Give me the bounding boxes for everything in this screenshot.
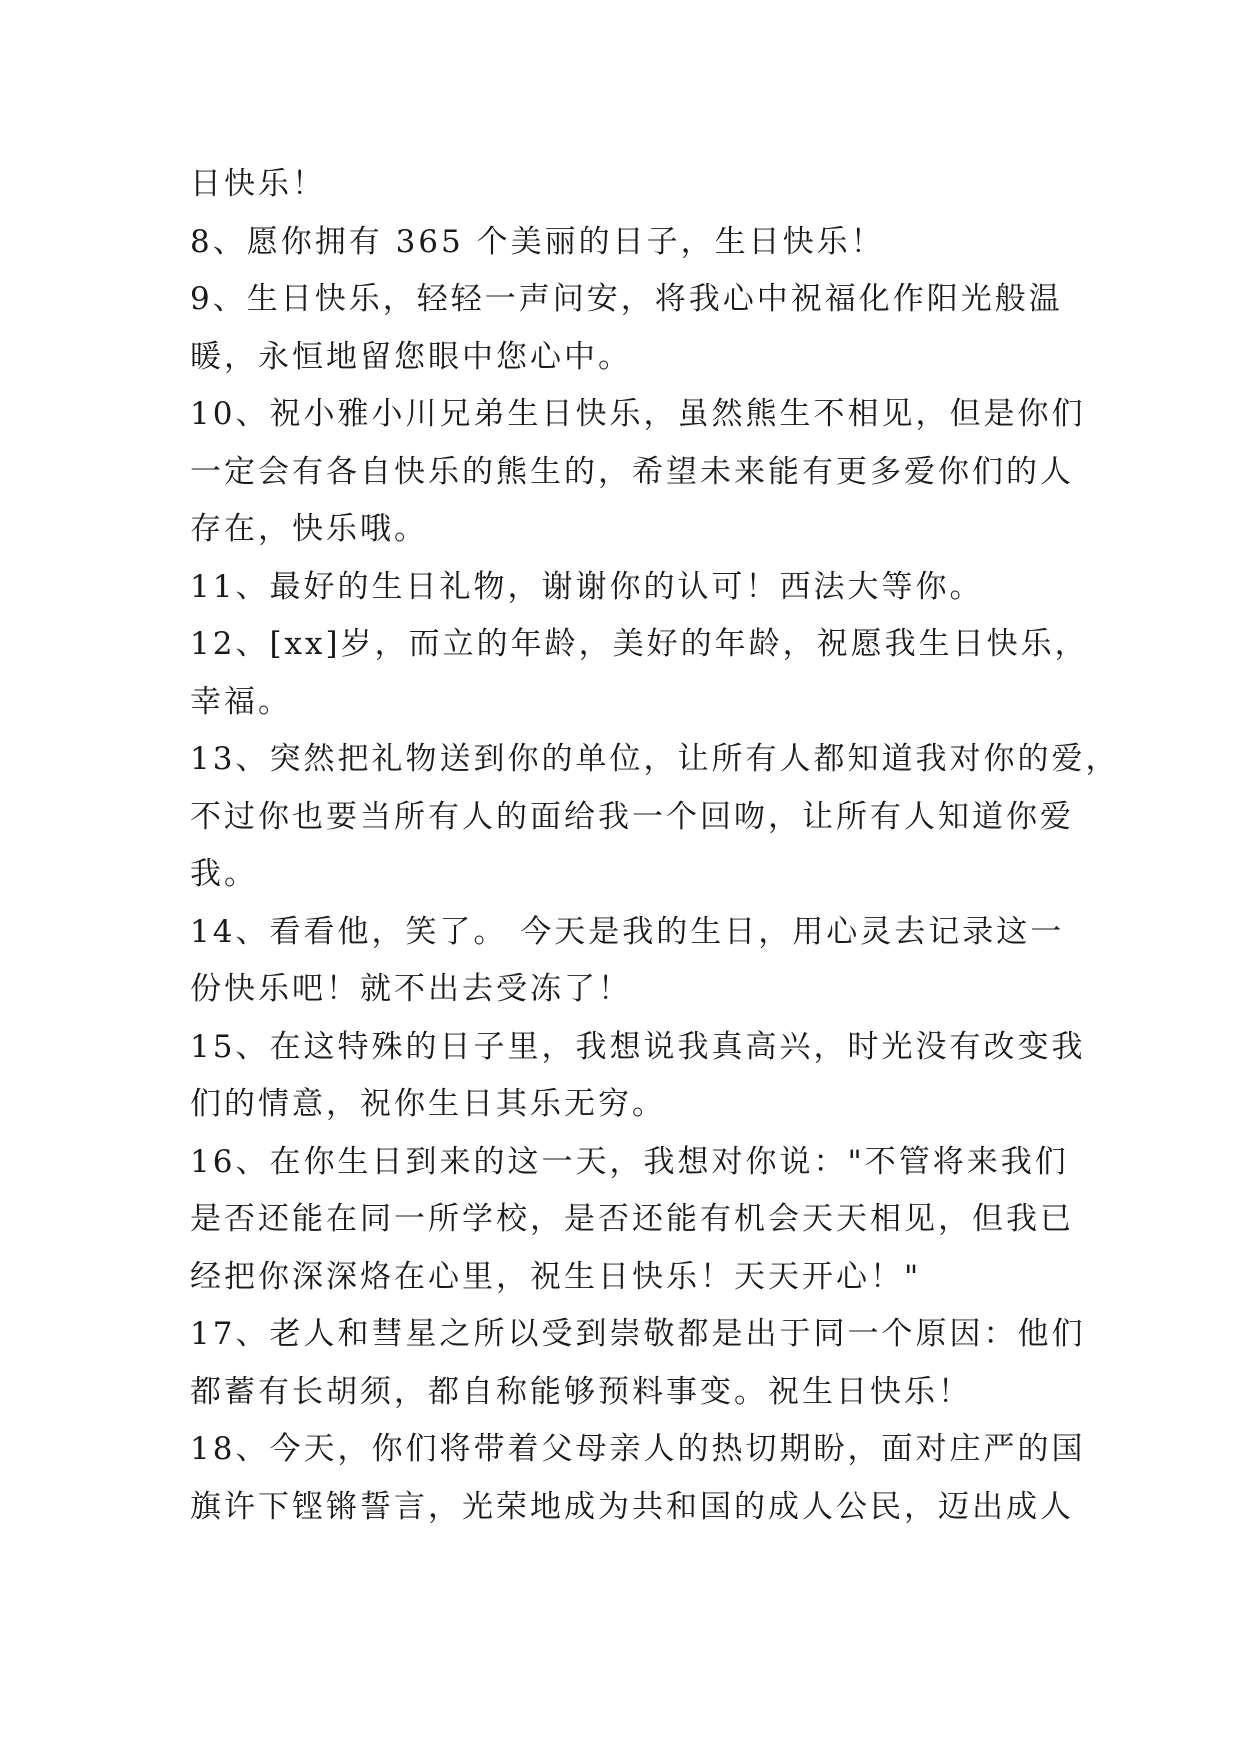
text-line: 15、在这特殊的日子里，我想说我真高兴，时光没有改变我 bbox=[190, 1028, 1086, 1065]
text-line: 9、生日快乐，轻轻一声问安，将我心中祝福化作阳光般温 bbox=[190, 281, 1063, 317]
text-line: 8、愿你拥有 365 个美丽的日子，生日快乐！ bbox=[190, 223, 885, 260]
text-line: 不过你也要当所有人的面给我一个回吻，让所有人知道你爱 bbox=[190, 798, 1074, 835]
text-line: 11、最好的生日礼物，谢谢你的认可！西法大等你。 bbox=[190, 568, 984, 605]
text-line: 们的情意，祝你生日其乐无穷。 bbox=[190, 1086, 666, 1122]
text-line: 12、[xx]岁，而立的年龄，美好的年龄，祝愿我生日快乐， bbox=[190, 626, 1089, 662]
text-line: 暖，永恒地留您眼中您心中。 bbox=[190, 338, 632, 375]
text-line: 我。 bbox=[190, 856, 258, 892]
text-line: 都蓄有长胡须，都自称能够预料事变。祝生日快乐！ bbox=[190, 1373, 972, 1410]
text-line: 日快乐！ bbox=[190, 166, 326, 202]
text-line: 一定会有各自快乐的熊生的，希望未来能有更多爱你们的人 bbox=[190, 453, 1074, 490]
text-line: 14、看看他，笑了。 今天是我的生日，用心灵去记录这一 bbox=[190, 913, 1065, 950]
text-line: 存在，快乐哦。 bbox=[190, 511, 428, 547]
text-line: 是否还能在同一所学校，是否还能有机会天天相见，但我已 bbox=[190, 1201, 1074, 1237]
text-line: 17、老人和彗星之所以受到崇敬都是出于同一个原因：他们 bbox=[190, 1316, 1086, 1352]
text-line: 份快乐吧！就不出去受冻了！ bbox=[190, 971, 632, 1007]
text-line: 16、在你生日到来的这一天，我想对你说："不管将来我们 bbox=[190, 1143, 1069, 1180]
text-line: 13、突然把礼物送到你的单位，让所有人都知道我对你的爱， bbox=[190, 741, 1120, 777]
text-line: 10、祝小雅小川兄弟生日快乐，虽然熊生不相见，但是你们 bbox=[190, 396, 1086, 432]
document-body bbox=[190, 156, 1120, 1536]
text-line: 旗许下铿锵誓言，光荣地成为共和国的成人公民，迈出成人 bbox=[190, 1488, 1074, 1525]
text-line: 18、今天，你们将带着父母亲人的热切期盼，面对庄严的国 bbox=[190, 1431, 1086, 1467]
text-line: 幸福。 bbox=[190, 683, 292, 720]
text-line: 经把你深深烙在心里，祝生日快乐！天天开心！" bbox=[190, 1258, 922, 1295]
